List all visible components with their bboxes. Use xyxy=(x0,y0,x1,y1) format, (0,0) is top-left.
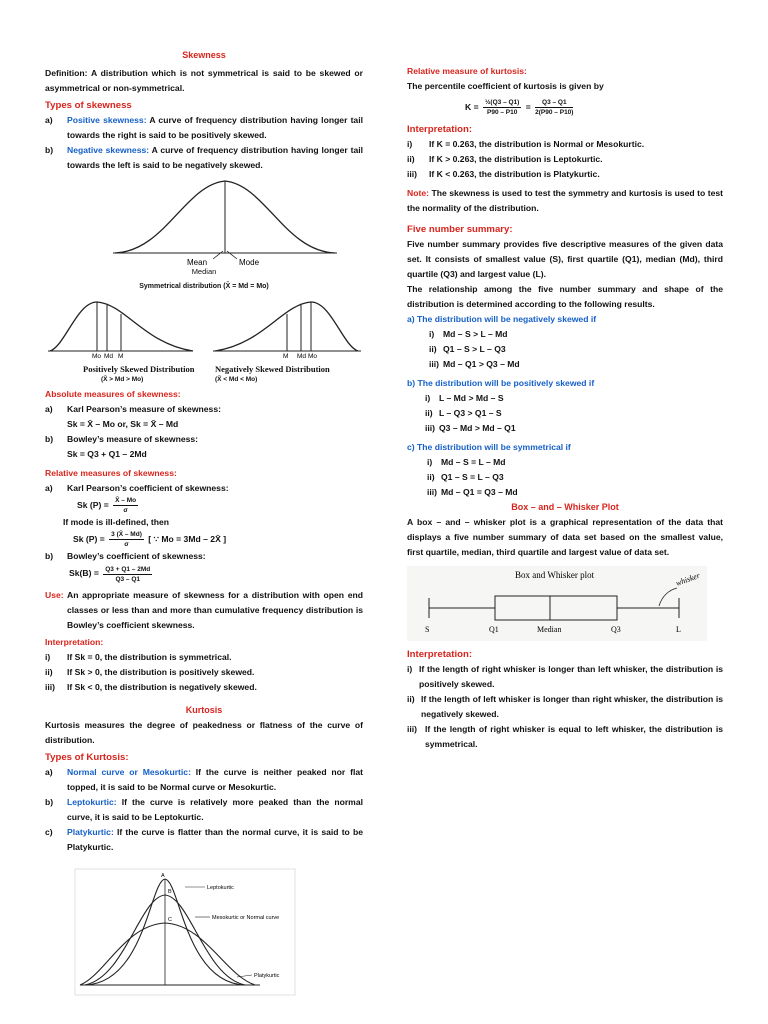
neg-m-label: M xyxy=(283,353,289,358)
case-heading: b) The distribution will be positively skewed if xyxy=(407,378,595,388)
box-whisker-title: Box – and – Whisker Plot xyxy=(511,502,619,512)
absolute-measures-heading: Absolute measures of skewness: xyxy=(45,389,181,399)
five-number-summary-heading: Five number summary: xyxy=(407,224,513,235)
list-item: iii) If Sk < 0, the distribution is negatively skewed. xyxy=(45,681,257,692)
five-number-text-2: The relationship among the five number summary and shape of the distribution is determined according to the following results. xyxy=(407,284,723,309)
list-item: i) Md – S > L – Md xyxy=(429,329,508,339)
list-item: iii) Q3 – Md > Md – Q1 xyxy=(425,423,516,433)
list-item: b) Negative skewness: A curve of frequency distribution having longer tail towards the left is said to be negatively skewed. xyxy=(45,145,363,170)
list-item: iii) If K < 0.263, the distribution is Platykurtic. xyxy=(407,169,600,179)
label-c: C xyxy=(168,916,172,923)
pos-m-label: M xyxy=(118,353,124,358)
percentile-coefficient-text: The percentile coefficient of kurtosis is given by xyxy=(407,81,604,91)
mean-label: Mean xyxy=(187,258,208,267)
s-label: S xyxy=(425,625,430,634)
symmetrical-distribution-figure xyxy=(45,175,363,270)
relative-kurtosis-heading: Relative measure of kurtosis: xyxy=(407,66,527,76)
whisker-label: whisker xyxy=(674,570,702,588)
list-item: a) Positive skewness: A curve of frequency distribution having longer tail towards the right is said to be positively skewed. xyxy=(45,115,363,140)
list-item: iii) If the length of right whisker is equal to left whisker, the distribution is symmetrical. xyxy=(407,724,723,749)
formula: Sk (P) = $\frac{X̄ - Mo}{\sigma}$ xyxy=(77,497,137,515)
list-item: ii) If the length of left whisker is longer than right whisker, the distribution is negatively skewed. xyxy=(407,694,723,719)
list-item: i) If Sk = 0, the distribution is symmetrical. xyxy=(45,651,232,662)
list-item: b) Bowley’s measure of skewness: xyxy=(45,434,199,444)
pos-md-label: Md xyxy=(104,353,114,358)
list-item: i) If the length of right whisker is longer than left whisker, the distribution is positively skewed. xyxy=(407,664,723,689)
kurtosis-definition: Kurtosis measures the degree of peakedness or flatness of the curve of distribution. xyxy=(45,719,363,745)
positive-skew-figure: Mo Md M Positively Skewed Distribution (X̄ > Md > Mo) xyxy=(45,296,195,385)
kurtosis-curves-figure xyxy=(45,867,363,997)
list-item: b) Leptokurtic: If the curve is relatively more peaked than the normal curve, it is said to be Leptokurtic. xyxy=(45,796,363,822)
case-heading: c) The distribution will be symmetrical if xyxy=(407,442,571,452)
leptokurtic-label: Leptokurtic xyxy=(207,884,234,891)
list-item: a) Normal curve or Mesokurtic: If the curve is neither peaked nor flat topped, it is said to be Normal curve or Mesokurtic. xyxy=(45,766,364,792)
list-item: i) L – Md > Md – S xyxy=(425,393,504,403)
skewness-title: Skewness xyxy=(182,50,226,60)
list-item: iii) Md – Q1 > Q3 – Md xyxy=(429,359,520,369)
interpretation-heading: Interpretation: xyxy=(45,636,104,647)
negative-skew-caption: Negatively Skewed Distribution xyxy=(215,364,330,374)
left-column xyxy=(45,48,363,997)
term: Positive skewness: xyxy=(67,115,147,125)
box-plot-title: Box and Whisker plot xyxy=(515,570,595,580)
q3-label: Q3 xyxy=(611,625,621,634)
list-item: ii) If K > 0.263, the distribution is Leptokurtic. xyxy=(407,154,603,164)
ill-defined-text: If mode is ill-defined, then xyxy=(63,517,169,528)
relative-measures-heading: Relative measures of skewness: xyxy=(45,468,177,478)
median-label: Median xyxy=(191,267,217,276)
list-item: ii) Q1 – S > L – Q3 xyxy=(429,344,506,354)
box-interpretation-heading: Interpretation: xyxy=(407,649,473,660)
kurtosis-formula: K = $\frac{\text{½(Q3 – Q1)}}{P90 - P10}$ = $\frac{Q3 - Q1}{2(P90 - P10)}$ xyxy=(465,99,574,117)
list-item: c) Platykurtic: If the curve is flatter than the normal curve, it is said to be Platykurtic. xyxy=(45,826,363,852)
list-item: b) Bowley’s coefficient of skewness: xyxy=(45,551,206,562)
list-item: a) Karl Pearson’s measure of skewness: xyxy=(45,404,221,414)
median-label: Median xyxy=(537,625,562,634)
box-whisker-text: A box – and – whisker plot is a graphical representation of the data that displays a five number summary of data set based on the smallest value, first quartile, median, third quartile and largest value of data set. xyxy=(407,517,723,557)
q1-label: Q1 xyxy=(489,625,499,634)
list-item: a) Karl Pearson’s coefficient of skewness: xyxy=(45,483,229,493)
neg-mo-label: Mo xyxy=(308,353,318,358)
five-number-text: Five number summary provides five descriptive measures of the given data set. It consists of smallest value (S), first quartile (Q1), median (Md), third quartile (Q3) and largest value (L). xyxy=(407,239,723,279)
formula: Sk = X̄ – Mo or, Sk = X̄ – Md xyxy=(67,419,179,429)
list-item: ii) Q1 – S = L – Q3 xyxy=(427,472,504,482)
list-item: i) Md – S = L – Md xyxy=(427,457,506,467)
pos-mo-label: Mo xyxy=(92,353,102,358)
box-whisker-figure xyxy=(407,566,707,641)
list-item: ii) If Sk > 0, the distribution is positively skewed. xyxy=(45,666,255,677)
l-label: L xyxy=(676,625,681,634)
positive-skew-caption: Positively Skewed Distribution xyxy=(83,364,195,374)
types-of-skewness-heading: Types of skewness xyxy=(45,100,132,111)
kurtosis-title: Kurtosis xyxy=(185,704,223,715)
term: Negative skewness: xyxy=(67,145,150,155)
types-of-kurtosis-heading: Types of Kurtosis: xyxy=(45,751,129,763)
label-b: B xyxy=(168,888,172,895)
neg-md-label: Md xyxy=(297,353,307,358)
negative-skew-figure: M Md Mo Negatively Skewed Distribution (X̄ < Md < Mo) xyxy=(213,296,363,385)
interpretation-heading: Interpretation: xyxy=(407,124,473,135)
formula: Sk = Q3 + Q1 – 2Md xyxy=(67,449,147,459)
list-item: i) If K = 0.263, the distribution is Normal or Mesokurtic. xyxy=(407,139,645,149)
platykurtic-label: Platykurtic xyxy=(254,972,280,979)
symmetrical-caption: Symmetrical distribution (X̄ = Md = Mo) xyxy=(139,283,269,290)
right-column xyxy=(407,62,723,752)
mode-label: Mode xyxy=(239,258,260,267)
list-item: iii) Md – Q1 = Q3 – Md xyxy=(427,487,518,497)
formula: Sk(B) = $\frac{Q3 + Q1 - 2Md}{Q3 - Q1}$ xyxy=(69,565,151,583)
skewness-definition: Definition: A distribution which is not symmetrical is said to be skewed or asymmetrical or non-symmetrical. xyxy=(45,68,363,93)
use-note: Use: An appropriate measure of skewness for a distribution with open end classes or less than and more than cumulative frequency distribution is Bowley’s coefficient skewness. xyxy=(45,589,363,630)
note-paragraph: Note: The skewness is used to test the symmetry and kurtosis is used to test the normality of the distribution. xyxy=(407,188,723,213)
label-a: A xyxy=(161,872,165,879)
case-heading: a) The distribution will be negatively skewed if xyxy=(407,314,597,324)
mesokurtic-label: Mesokurtic or Normal curve xyxy=(212,914,280,921)
formula: Sk (P) = $\frac{3 (X̄ - Md)}{\sigma}$ [ ∵ Mo = 3Md – 2X̄ ] xyxy=(73,531,227,549)
skewed-figures xyxy=(45,296,363,385)
list-item: ii) L – Q3 > Q1 – S xyxy=(425,408,502,418)
